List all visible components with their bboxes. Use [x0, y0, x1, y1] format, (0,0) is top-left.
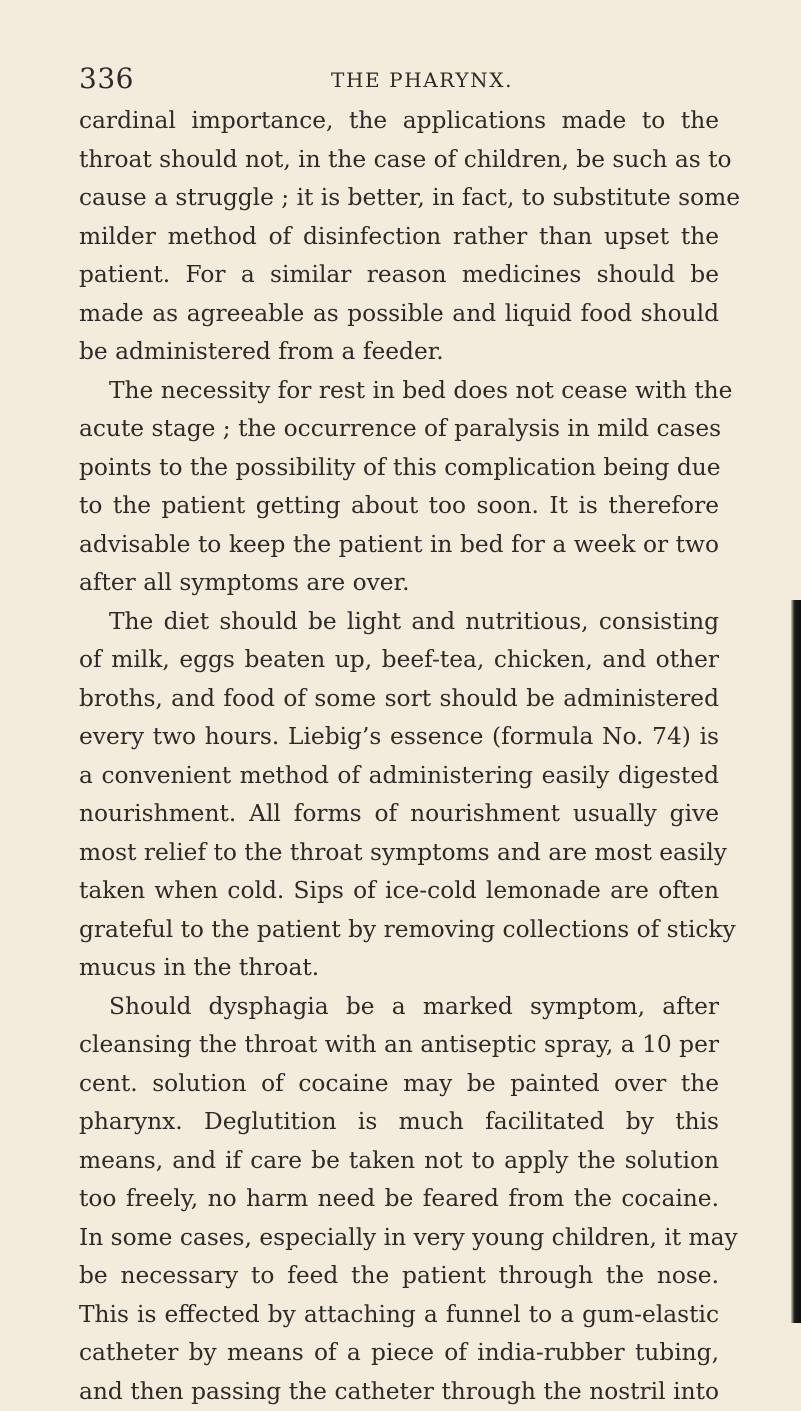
- text-line: every two hours. Liebig’s essence (formula No. 74) is: [79, 718, 719, 757]
- text-line: means, and if care be taken not to apply the solution: [79, 1142, 719, 1181]
- text-line: cleansing the throat with an antiseptic spray, a 10 per: [79, 1026, 719, 1065]
- text-line: be administered from a feeder.: [79, 333, 719, 372]
- paragraph-first-line: The necessity for rest in bed does not cease with the: [79, 372, 719, 411]
- text-line: too freely, no harm need be feared from the cocaine.: [79, 1180, 719, 1219]
- text-line: most relief to the throat symptoms and are most easily: [79, 834, 719, 873]
- text-line: cardinal importance, the applications made to the: [79, 102, 719, 141]
- page-number: 336: [79, 62, 134, 95]
- text-line: cent. solution of cocaine may be painted over the: [79, 1065, 719, 1104]
- text-line: throat should not, in the case of children, be such as to: [79, 141, 719, 180]
- text-line: catheter by means of a piece of india-rubber tubing,: [79, 1334, 719, 1373]
- text-line: pharynx. Deglutition is much facilitated by this: [79, 1103, 719, 1142]
- text-line: nourishment. All forms of nourishment usually give: [79, 795, 719, 834]
- text-line: points to the possibility of this complication being due: [79, 449, 719, 488]
- scan-edge-shadow: [791, 600, 801, 1323]
- text-line: This is effected by attaching a funnel to a gum-elastic: [79, 1296, 719, 1335]
- text-line: made as agreeable as possible and liquid food should: [79, 295, 719, 334]
- text-line: broths, and food of some sort should be administered: [79, 680, 719, 719]
- text-line: advisable to keep the patient in bed for a week or two: [79, 526, 719, 565]
- text-line: a convenient method of administering easily digested: [79, 757, 719, 796]
- text-line: grateful to the patient by removing collections of sticky: [79, 911, 719, 950]
- body-text: [79, 102, 719, 1411]
- text-line: cause a struggle ; it is better, in fact, to substitute some: [79, 179, 719, 218]
- text-line: be necessary to feed the patient through the nose.: [79, 1257, 719, 1296]
- page-header: [79, 62, 719, 98]
- text-line: to the patient getting about too soon. It is therefore: [79, 487, 719, 526]
- text-line: and then passing the catheter through the nostril into: [79, 1373, 719, 1411]
- text-line: mucus in the throat.: [79, 949, 719, 988]
- text-line: patient. For a similar reason medicines should be: [79, 256, 719, 295]
- text-line: In some cases, especially in very young children, it may: [79, 1219, 719, 1258]
- running-title: THE PHARYNX.: [331, 68, 513, 92]
- text-line: taken when cold. Sips of ice-cold lemonade are often: [79, 872, 719, 911]
- text-line: acute stage ; the occurrence of paralysis in mild cases: [79, 410, 719, 449]
- text-line: milder method of disinfection rather than upset the: [79, 218, 719, 257]
- text-line: after all symptoms are over.: [79, 564, 719, 603]
- paragraph-first-line: Should dysphagia be a marked symptom, after: [79, 988, 719, 1027]
- text-line: of milk, eggs beaten up, beef-tea, chicken, and other: [79, 641, 719, 680]
- paragraph-first-line: The diet should be light and nutritious, consisting: [79, 603, 719, 642]
